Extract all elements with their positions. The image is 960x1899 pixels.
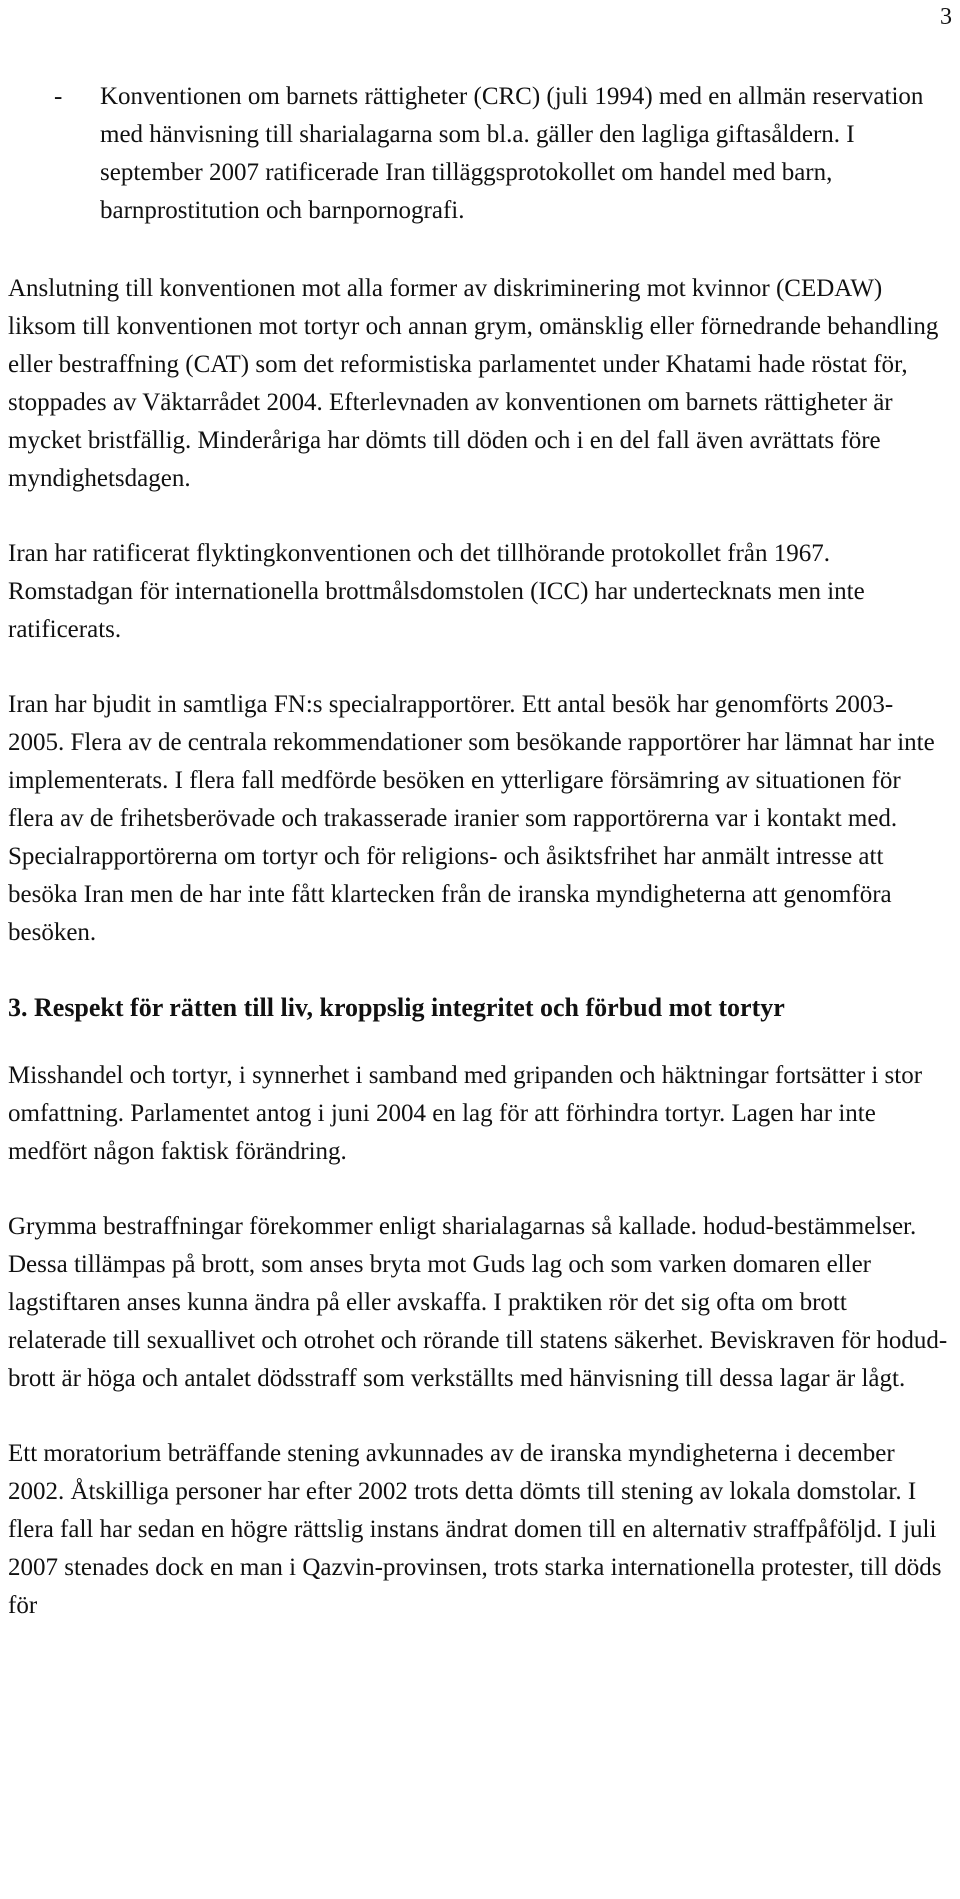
page-number: 3 bbox=[940, 4, 952, 30]
bullet-marker: - bbox=[54, 83, 63, 110]
document-body bbox=[8, 270, 948, 1662]
paragraph-stoning: Ett moratorium beträffande stening avkunnades av de iranska myndigheterna i december 2002. Åtskilliga personer har efter 2002 trots detta dömts till stening av lokala domstolar. I flera fall har sedan en högre rättslig instans ändrat domen till en alternativ straffpåföljd. I juli 2007 stenades dock en man i Qazvin-provinsen, trots starka internationella protester, till döds för bbox=[8, 1440, 942, 1619]
bullet-item bbox=[54, 78, 934, 230]
paragraph-refugee-convention: Iran har ratificerat flyktingkonventionen och det tillhörande protokollet från 1967. Romstadgan för internationella brottmålsdomstolen (ICC) har undertecknats men inte ratificerats. bbox=[8, 540, 865, 643]
paragraph-special-rapporteurs: Iran har bjudit in samtliga FN:s specialrapportörer. Ett antal besök har genomförts 2003-2005. Flera av de centrala rekommendationer som besökande rapportörer har lämnat har inte implementerats. I flera fall medförde besöken en ytterligare försämring av situationen för flera av de frihetsberövade och trakasserade iranier som rapportörerna var i kontakt med. Specialrapportörerna om tortyr och för religions- och åsiktsfrihet har anmält intresse att besöka Iran men de har inte fått klartecken från de iranska myndigheterna att genomföra besöken. bbox=[8, 691, 935, 946]
section-heading: 3. Respekt för rätten till liv, kroppslig integritet och förbud mot tortyr bbox=[8, 993, 785, 1022]
bullet-text: Konventionen om barnets rättigheter (CRC) (juli 1994) med en allmän reservation med hänvisning till sharialagarna som bl.a. gäller den lagliga giftasåldern. I september 2007 ratificerade Iran tilläggsprotokollet om handel med barn, barnprostitution och barnpornografi. bbox=[100, 83, 924, 224]
paragraph-hudud: Grymma bestraffningar förekommer enligt sharialagarnas så kallade. hodud-bestämmelser. Dessa tillämpas på brott, som anses bryta mot Guds lag och som varken domaren eller lagstiftaren anses kunna ändra på eller avskaffa. I praktiken rör det sig ofta om brott relaterade till sexuallivet och otrohet och rörande till statens säkerhet. Beviskraven för hodud-brott är höga och antalet dödsstraff som verkställts med hänvisning till dessa lagar är lågt. bbox=[8, 1213, 948, 1392]
paragraph-torture: Misshandel och tortyr, i synnerhet i samband med gripanden och häktningar fortsätter i stor omfattning. Parlamentet antog i juni 2004 en lag för att förhindra tortyr. Lagen har inte medfört någon faktisk förändring. bbox=[8, 1062, 923, 1165]
paragraph-cedaw: Anslutning till konventionen mot alla former av diskriminering mot kvinnor (CEDAW) liksom till konventionen mot tortyr och annan grym, omänsklig eller förnedrande behandling eller bestraffning (CAT) som det reformistiska parlamentet under Khatami hade röstat för, stoppades av Väktarrådet 2004. Efterlevnaden av konventionen om barnets rättigheter är mycket bristfällig. Minderåriga har dömts till döden och i en del fall även avrättats före myndighetsdagen. bbox=[8, 275, 939, 492]
